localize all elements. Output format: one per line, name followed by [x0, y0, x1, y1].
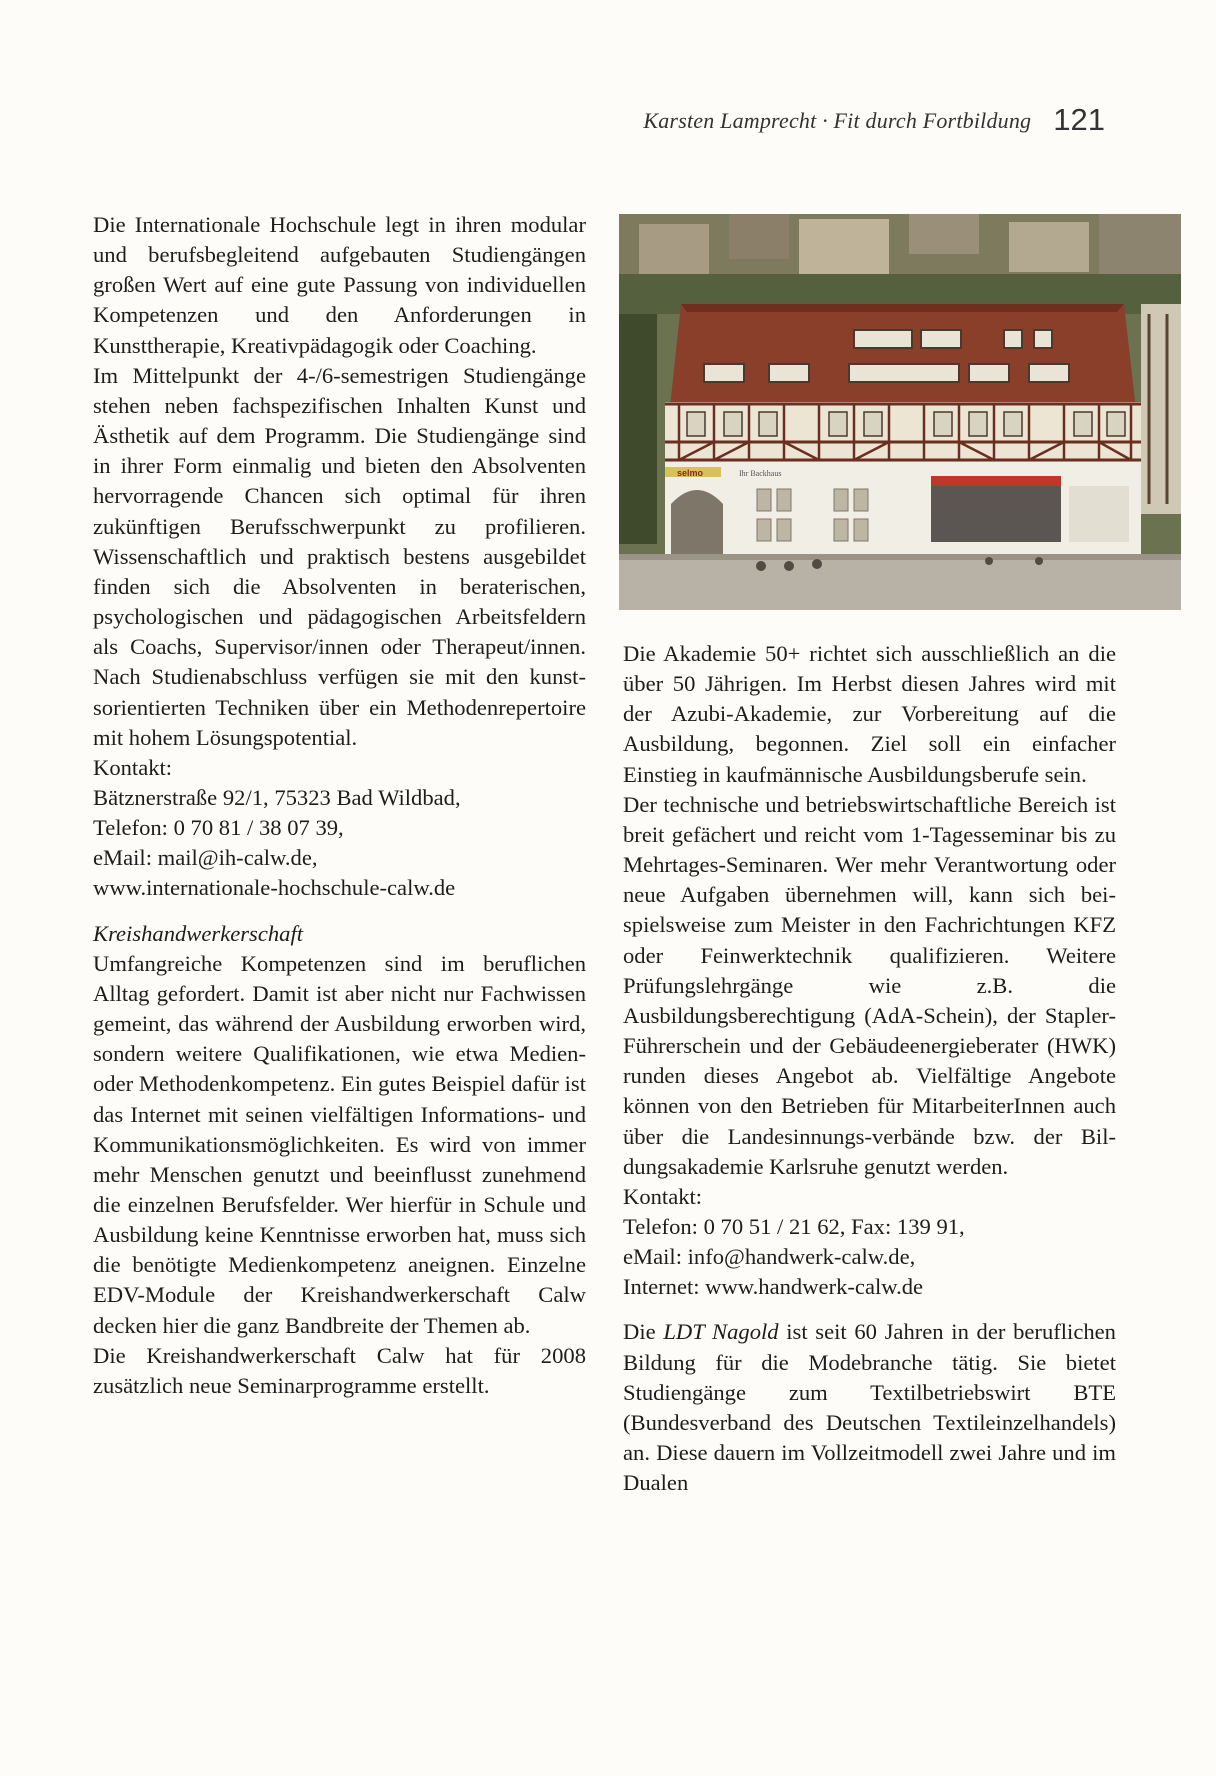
contact-web: Internet: www.handwerk-calw.de — [623, 1274, 924, 1300]
paragraph-rest: ist seit 60 Jahren in der beruflichen Bildung für die Modebranche tätig. Sie bietet Studiengänge zum Textilbetriebswirt BTE (Bundesverband des Deutschen Textileinzelhandels) an. Diese dauern im Vollzeitmodell zwei Jahre und im Dualen — [623, 1319, 1116, 1496]
page-number: 121 — [1053, 102, 1105, 137]
contact-email: eMail: mail@ih-calw.de, — [93, 845, 318, 871]
running-head — [600, 102, 1105, 138]
paragraph: Im Mittelpunkt der 4-/6-semestrigen Studiengänge stehen neben fachspezifischen Inhalten Kunst und Ästhetik auf dem Programm. Die Studiengänge sind in ihrer Form einmalig und bieten den Absolventen hervorragende Chancen sich optimal für ihren zukünftigen Berufsschwerpunkt zu profilieren. Wissenschaftlich und praktisch bestens ausgebildet finden sich die Absolventen in beraterischen, psychologischen und pädagogischen Arbeitsfeldern als Coachs, Supervisor/innen oder Therapeut/innen. Nach Studienabschluss verfügen sie mit den kunstsorientierten Techniken über ein Methodenrepertoire mit hohem Lösungspotential. — [93, 362, 586, 750]
section-heading: Kreishandwerkerschaft — [93, 920, 304, 946]
contact-label: Kontakt: — [623, 1183, 703, 1209]
institution-name: LDT Nagold — [663, 1319, 779, 1345]
contact-address: Bätznerstraße 92/1, 75323 Bad Wildbad, — [93, 784, 461, 810]
contact-email: eMail: info@handwerk-calw.de, — [623, 1244, 916, 1270]
paragraph: Die Akademie 50+ richtet sich ausschließlich an die über 50 Jährigen. Im Herbst diesen Jahres wird mit der Azubi-Akademie, zur Vorbereitung auf die Ausbildung, begonnen. Ziel soll ein einfacher Einstieg in kaufmännische Ausbildungsberufe sein. — [623, 641, 1116, 787]
left-column — [93, 210, 586, 1401]
paragraph-start: Die — [623, 1319, 656, 1345]
contact-phone: Telefon: 0 70 81 / 38 07 39, — [93, 815, 344, 841]
contact-label: Kontakt: — [93, 754, 173, 780]
shop-sign: selmo — [677, 468, 704, 478]
shop-sign: Ihr Backhaus — [739, 469, 782, 478]
paragraph — [623, 1317, 1116, 1498]
running-title: Karsten Lamprecht · Fit durch Fortbildung — [643, 108, 1032, 133]
paragraph: Die Internationale Hochschule legt in ihren modular und berufsbegleitend aufgebauten Studiengängen großen Wert auf eine gute Passung von individuellen Kompetenzen und den Anforderungen in Kunsttherapie, Kreativpädagogik oder Coaching. — [93, 212, 586, 358]
contact-phone: Telefon: 0 70 51 / 21 62, Fax: 139 91, — [623, 1213, 965, 1239]
contact-web: www.internationale-hochschule-calw.de — [93, 875, 456, 901]
building-photo — [619, 214, 1181, 610]
right-column — [623, 639, 1116, 1498]
paragraph: Umfangreiche Kompetenzen sind im beruflichen Alltag gefordert. Damit ist aber nicht nur Fachwissen gemeint, das während der Ausbildung erworben wird, sondern weitere Qualifikationen, wie etwa Medien- oder Methodenkompetenz. Ein gutes Beispiel dafür ist das Internet mit seinen vielfältigen Informations- und Kommunikationsmöglichkeiten. Es wird von immer mehr Menschen genutzt und beeinflusst zunehmend die einzelnen Berufsfelder. Wer hierfür in Schule und Ausbildung keine Kenntnisse erworben hat, muss sich die benötigte Medienkompetenz aneignen. Einzelne EDV-Module der Kreishandwerkerschaft Calw decken hier die ganz Bandbreite der Themen ab. — [93, 950, 586, 1338]
paragraph: Die Kreishandwerkerschaft Calw hat für 2008 zusätzlich neue Seminarprogramme erstellt. — [93, 1342, 586, 1398]
paragraph: Der technische und betriebswirtschaftliche Bereich ist breit gefächert und reicht vom 1-Tagesseminar bis zu Mehrtages-Seminaren. Wer mehr Verantwortung oder neue Aufgaben übernehmen will, kann sich beispielsweise zum Meister in den Fachrichtungen KFZ oder Feinwerktechnik qualifizieren. Weitere Prüfungslehrgänge wie z.B. die Ausbildungsberechtigung (AdA-Schein), der Stapler-Führerschein und der Gebäudeenergieberater (HWK) runden dieses Angebot ab. Vielfältige Angebote können von den Betrieben für MitarbeiterInnen auch über die Landesinnungs-verbände bzw. der Bildungsakademie Karlsruhe genutzt werden. — [623, 791, 1116, 1179]
